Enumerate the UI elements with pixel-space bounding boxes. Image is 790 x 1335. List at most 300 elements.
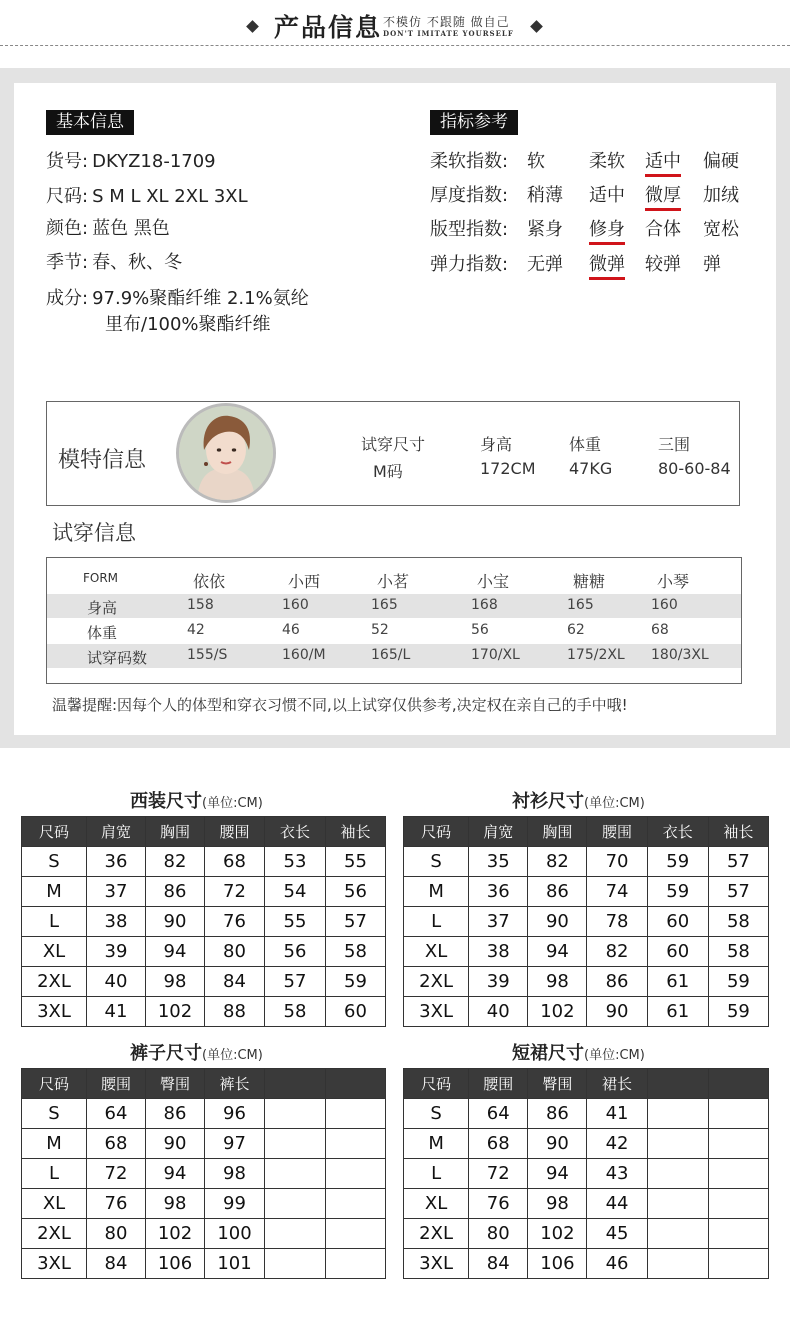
size-cell: 106 bbox=[146, 1249, 205, 1279]
indicator-row bbox=[430, 147, 750, 177]
size-cell: 57 bbox=[708, 877, 768, 907]
size-cell: 40 bbox=[469, 997, 528, 1027]
size-cell: 58 bbox=[265, 997, 326, 1027]
header-divider bbox=[0, 45, 790, 46]
size-header-cell: 肩宽 bbox=[469, 817, 528, 847]
size-cell bbox=[265, 1219, 326, 1249]
size-cell: 84 bbox=[469, 1249, 528, 1279]
size-cell: 90 bbox=[146, 907, 205, 937]
size-cell: 58 bbox=[326, 937, 386, 967]
size-cell: 55 bbox=[326, 847, 386, 877]
model-field-value: 172CM bbox=[480, 459, 536, 478]
trial-info-title: 试穿信息 bbox=[52, 521, 136, 545]
trial-cell: 42 bbox=[187, 622, 205, 638]
size-cell: 40 bbox=[87, 967, 146, 997]
size-cell: 59 bbox=[708, 967, 768, 997]
indicator-option: 软 bbox=[527, 151, 545, 172]
size-cell: 60 bbox=[647, 907, 708, 937]
size-cell: 72 bbox=[205, 877, 265, 907]
size-cell: 72 bbox=[469, 1159, 528, 1189]
size-cell: 82 bbox=[528, 847, 587, 877]
size-cell bbox=[647, 1159, 708, 1189]
size-cell: 86 bbox=[587, 967, 647, 997]
indicator-row bbox=[430, 215, 750, 245]
size-header-cell: 肩宽 bbox=[87, 817, 146, 847]
size-row bbox=[22, 937, 386, 967]
trial-cell: 165 bbox=[371, 597, 398, 613]
basic-label: 货号: bbox=[46, 151, 89, 172]
trial-cell: 62 bbox=[567, 622, 585, 638]
size-header-row bbox=[404, 817, 769, 847]
indicator-option: 合体 bbox=[645, 219, 681, 240]
indicator-option: 宽松 bbox=[703, 219, 739, 240]
size-cell: 102 bbox=[146, 997, 205, 1027]
size-cell: 3XL bbox=[22, 997, 87, 1027]
size-cell bbox=[708, 1189, 768, 1219]
size-cell: 59 bbox=[326, 967, 386, 997]
trial-header-cell: 小西 bbox=[288, 572, 321, 591]
size-cell: 57 bbox=[326, 907, 386, 937]
basic-label: 颜色: bbox=[46, 218, 89, 239]
size-cell: 90 bbox=[587, 997, 647, 1027]
size-cell bbox=[326, 1099, 386, 1129]
size-cell: 68 bbox=[87, 1129, 146, 1159]
basic-value: 97.9%聚酯纤维 2.1%氨纶 bbox=[92, 288, 309, 309]
size-cell: 41 bbox=[87, 997, 146, 1027]
size-row bbox=[404, 997, 769, 1027]
basic-row-season bbox=[46, 248, 182, 274]
size-header-row bbox=[22, 817, 386, 847]
size-cell: 74 bbox=[587, 877, 647, 907]
size-cell: XL bbox=[22, 937, 87, 967]
size-cell: 43 bbox=[587, 1159, 647, 1189]
slogan-en: DON'T IMITATE YOURSELF bbox=[383, 29, 514, 38]
size-cell bbox=[647, 1219, 708, 1249]
left-diamond-icon bbox=[246, 20, 259, 33]
model-field-height bbox=[480, 432, 536, 478]
size-cell bbox=[708, 1159, 768, 1189]
size-cell bbox=[708, 1249, 768, 1279]
basic-label: 季节: bbox=[46, 252, 89, 273]
size-row bbox=[404, 967, 769, 997]
size-row bbox=[22, 1129, 386, 1159]
size-cell: 94 bbox=[528, 1159, 587, 1189]
trial-row bbox=[47, 619, 741, 643]
size-cell: 39 bbox=[87, 937, 146, 967]
size-header-cell: 胸围 bbox=[146, 817, 205, 847]
size-header-cell: 腰围 bbox=[587, 817, 647, 847]
size-cell: 59 bbox=[647, 847, 708, 877]
model-field-value: 80-60-84 bbox=[658, 459, 731, 478]
size-cell: L bbox=[22, 1159, 87, 1189]
model-portrait-icon bbox=[179, 406, 273, 500]
indicator-option-selected: 修身 bbox=[589, 215, 625, 245]
size-row bbox=[22, 1219, 386, 1249]
size-row bbox=[404, 1159, 769, 1189]
size-cell: XL bbox=[404, 937, 469, 967]
size-cell: 2XL bbox=[22, 967, 87, 997]
size-table-unit: (单位:CM) bbox=[584, 796, 645, 811]
size-cell bbox=[647, 1099, 708, 1129]
size-cell: 80 bbox=[469, 1219, 528, 1249]
trial-cell: 158 bbox=[187, 597, 214, 613]
size-row bbox=[22, 967, 386, 997]
model-avatar bbox=[176, 403, 276, 503]
size-cell: 86 bbox=[146, 877, 205, 907]
size-row bbox=[404, 847, 769, 877]
size-row bbox=[22, 1249, 386, 1279]
size-cell: 98 bbox=[528, 967, 587, 997]
size-cell bbox=[326, 1249, 386, 1279]
size-cell: 60 bbox=[647, 937, 708, 967]
size-cell bbox=[326, 1159, 386, 1189]
size-cell: 36 bbox=[469, 877, 528, 907]
size-cell bbox=[708, 1219, 768, 1249]
size-cell bbox=[708, 1129, 768, 1159]
size-cell: 58 bbox=[708, 907, 768, 937]
indicator-option: 稍薄 bbox=[527, 185, 563, 206]
size-cell: 102 bbox=[528, 1219, 587, 1249]
size-cell: 101 bbox=[205, 1249, 265, 1279]
size-header-cell: 腰围 bbox=[469, 1069, 528, 1099]
indicator-option: 偏硬 bbox=[703, 151, 739, 172]
size-cell: 53 bbox=[265, 847, 326, 877]
size-table-title: 西装尺寸 bbox=[130, 791, 202, 812]
size-header-row bbox=[404, 1069, 769, 1099]
size-cell bbox=[647, 1129, 708, 1159]
size-header-cell: 臀围 bbox=[146, 1069, 205, 1099]
size-cell bbox=[647, 1249, 708, 1279]
trial-row bbox=[47, 594, 741, 618]
size-cell: 38 bbox=[469, 937, 528, 967]
indicator-option-selected: 微弹 bbox=[589, 250, 625, 280]
trial-cell: 68 bbox=[651, 622, 669, 638]
size-cell: 90 bbox=[528, 907, 587, 937]
size-cell: L bbox=[404, 1159, 469, 1189]
indicator-row bbox=[430, 250, 750, 280]
size-cell bbox=[265, 1159, 326, 1189]
size-cell: L bbox=[404, 907, 469, 937]
size-table bbox=[21, 816, 386, 1027]
trial-cell: 160/M bbox=[282, 647, 326, 663]
size-cell: 37 bbox=[469, 907, 528, 937]
size-cell bbox=[265, 1099, 326, 1129]
size-cell: XL bbox=[22, 1189, 87, 1219]
trial-row-label: 身高 bbox=[87, 599, 118, 617]
trial-row bbox=[47, 644, 741, 668]
size-cell: 86 bbox=[528, 1099, 587, 1129]
size-cell: 98 bbox=[146, 967, 205, 997]
model-field-name: 试穿尺寸 bbox=[361, 435, 426, 454]
size-header-cell bbox=[265, 1069, 326, 1099]
size-cell: 54 bbox=[265, 877, 326, 907]
model-field-name: 体重 bbox=[569, 435, 602, 454]
trial-cell: 160 bbox=[651, 597, 678, 613]
size-cell: 56 bbox=[265, 937, 326, 967]
size-header-cell: 衣长 bbox=[647, 817, 708, 847]
suit-size-title bbox=[130, 787, 263, 813]
indicator-option-selected: 适中 bbox=[645, 147, 681, 177]
size-header-cell: 腰围 bbox=[205, 817, 265, 847]
size-cell: 42 bbox=[587, 1129, 647, 1159]
size-cell: 80 bbox=[205, 937, 265, 967]
size-header-cell: 腰围 bbox=[87, 1069, 146, 1099]
size-cell: 82 bbox=[146, 847, 205, 877]
size-cell: 94 bbox=[528, 937, 587, 967]
trial-cell: 160 bbox=[282, 597, 309, 613]
size-cell: 96 bbox=[205, 1099, 265, 1129]
model-field-measurements bbox=[658, 432, 731, 478]
size-header-cell bbox=[647, 1069, 708, 1099]
size-header-cell: 尺码 bbox=[22, 1069, 87, 1099]
skirt-size-title bbox=[512, 1039, 645, 1065]
size-row bbox=[22, 847, 386, 877]
size-header-cell: 袖长 bbox=[326, 817, 386, 847]
size-row bbox=[404, 937, 769, 967]
size-cell: 102 bbox=[528, 997, 587, 1027]
size-cell: S bbox=[404, 1099, 469, 1129]
size-cell: 39 bbox=[469, 967, 528, 997]
size-row bbox=[22, 907, 386, 937]
size-row bbox=[404, 1189, 769, 1219]
trial-note: 温馨提醒:因每个人的体型和穿衣习惯不同,以上试穿仅供参考,决定权在亲自己的手中哦! bbox=[52, 696, 628, 714]
size-cell: 76 bbox=[87, 1189, 146, 1219]
basic-label: 尺码: bbox=[46, 186, 89, 207]
trial-header-cell: 依依 bbox=[193, 572, 226, 591]
size-cell: M bbox=[404, 1129, 469, 1159]
size-cell bbox=[326, 1189, 386, 1219]
size-cell: 64 bbox=[87, 1099, 146, 1129]
size-cell: L bbox=[22, 907, 87, 937]
trial-cell: 175/2XL bbox=[567, 647, 625, 663]
size-header-cell: 袖长 bbox=[708, 817, 768, 847]
size-cell: 3XL bbox=[404, 997, 469, 1027]
size-cell bbox=[265, 1129, 326, 1159]
model-field-value: 47KG bbox=[569, 459, 613, 478]
size-header-cell: 裙长 bbox=[587, 1069, 647, 1099]
indicator-option-selected: 微厚 bbox=[645, 181, 681, 211]
trial-cell: 46 bbox=[282, 622, 300, 638]
size-cell bbox=[708, 1099, 768, 1129]
size-row bbox=[22, 997, 386, 1027]
basic-value: 蓝色 黑色 bbox=[92, 218, 170, 239]
size-cell: M bbox=[404, 877, 469, 907]
size-cell: 37 bbox=[87, 877, 146, 907]
trial-header-cell: 小琴 bbox=[657, 572, 690, 591]
size-cell: 78 bbox=[587, 907, 647, 937]
basic-value: S M L XL 2XL 3XL bbox=[92, 186, 248, 207]
size-cell: 84 bbox=[205, 967, 265, 997]
size-header-cell: 尺码 bbox=[404, 817, 469, 847]
size-cell: 106 bbox=[528, 1249, 587, 1279]
size-cell: 70 bbox=[587, 847, 647, 877]
size-cell: 76 bbox=[205, 907, 265, 937]
size-table-unit: (单位:CM) bbox=[202, 1048, 263, 1063]
trial-header-cell: FORM bbox=[83, 571, 119, 585]
model-field-name: 身高 bbox=[480, 435, 513, 454]
size-cell: 98 bbox=[205, 1159, 265, 1189]
size-row bbox=[22, 877, 386, 907]
size-cell: 44 bbox=[587, 1189, 647, 1219]
trial-cell: 180/3XL bbox=[651, 647, 709, 663]
size-cell: 2XL bbox=[404, 967, 469, 997]
indicator-option: 加绒 bbox=[703, 185, 739, 206]
size-table-unit: (单位:CM) bbox=[584, 1048, 645, 1063]
size-cell: 36 bbox=[87, 847, 146, 877]
right-diamond-icon bbox=[530, 20, 543, 33]
size-cell: 64 bbox=[469, 1099, 528, 1129]
size-header-row bbox=[22, 1069, 386, 1099]
size-row bbox=[22, 1159, 386, 1189]
size-row bbox=[404, 1219, 769, 1249]
indicator-option: 适中 bbox=[589, 185, 625, 206]
slogan: 不模仿 不跟随 做自己 bbox=[383, 15, 510, 29]
size-cell: XL bbox=[404, 1189, 469, 1219]
size-header-cell: 臀围 bbox=[528, 1069, 587, 1099]
basic-value: DKYZ18-1709 bbox=[92, 151, 216, 172]
basic-row-material-lining: 里布/100%聚酯纤维 bbox=[105, 314, 271, 335]
size-cell: 82 bbox=[587, 937, 647, 967]
basic-row-color bbox=[46, 214, 170, 240]
trial-cell: 56 bbox=[471, 622, 489, 638]
size-cell: 61 bbox=[647, 967, 708, 997]
size-header-cell bbox=[326, 1069, 386, 1099]
basic-value: 春、秋、冬 bbox=[92, 252, 183, 273]
size-cell: 84 bbox=[87, 1249, 146, 1279]
size-cell: 80 bbox=[87, 1219, 146, 1249]
size-row bbox=[404, 907, 769, 937]
size-cell: 60 bbox=[326, 997, 386, 1027]
trial-header-cell: 糖糖 bbox=[573, 572, 606, 591]
basic-row-size bbox=[46, 182, 248, 208]
indicator-option: 较弹 bbox=[645, 254, 681, 275]
size-cell: 41 bbox=[587, 1099, 647, 1129]
size-table bbox=[403, 816, 769, 1027]
trial-table bbox=[46, 557, 742, 684]
size-cell: 99 bbox=[205, 1189, 265, 1219]
size-cell: 59 bbox=[647, 877, 708, 907]
size-header-cell: 裤长 bbox=[205, 1069, 265, 1099]
size-cell: 38 bbox=[87, 907, 146, 937]
size-cell bbox=[326, 1129, 386, 1159]
size-cell: 55 bbox=[265, 907, 326, 937]
size-row bbox=[22, 1099, 386, 1129]
size-header-cell bbox=[708, 1069, 768, 1099]
size-table-title: 短裙尺寸 bbox=[512, 1043, 584, 1064]
size-cell: 46 bbox=[587, 1249, 647, 1279]
size-table-title: 裤子尺寸 bbox=[130, 1043, 202, 1064]
size-cell: 61 bbox=[647, 997, 708, 1027]
size-cell: 88 bbox=[205, 997, 265, 1027]
indicator-option: 无弹 bbox=[527, 254, 563, 275]
size-cell: M bbox=[22, 877, 87, 907]
size-cell: 3XL bbox=[404, 1249, 469, 1279]
pants-size-title bbox=[130, 1039, 263, 1065]
model-field-value: M码 bbox=[373, 462, 403, 481]
size-cell: 2XL bbox=[404, 1219, 469, 1249]
trial-row-label: 试穿码数 bbox=[87, 649, 148, 667]
trial-cell: 165/L bbox=[371, 647, 411, 663]
indicator-row bbox=[430, 181, 750, 211]
size-cell: 94 bbox=[146, 937, 205, 967]
basic-row-sku bbox=[46, 147, 216, 173]
size-row bbox=[404, 1249, 769, 1279]
size-cell bbox=[326, 1219, 386, 1249]
size-cell: 94 bbox=[146, 1159, 205, 1189]
page-title: 产品信息 bbox=[274, 13, 383, 42]
size-row bbox=[22, 1189, 386, 1219]
model-field-name: 三围 bbox=[658, 435, 691, 454]
size-table bbox=[21, 1068, 386, 1279]
size-cell: 72 bbox=[87, 1159, 146, 1189]
size-row bbox=[404, 1099, 769, 1129]
size-cell: 2XL bbox=[22, 1219, 87, 1249]
model-field-trial-size bbox=[361, 432, 425, 482]
size-cell: 58 bbox=[708, 937, 768, 967]
trial-header-row bbox=[47, 566, 741, 590]
size-cell: 86 bbox=[146, 1099, 205, 1129]
size-cell: 97 bbox=[205, 1129, 265, 1159]
size-cell: 68 bbox=[205, 847, 265, 877]
shirt-size-title bbox=[512, 787, 645, 813]
size-cell: 98 bbox=[528, 1189, 587, 1219]
indicator-label: 版型指数: bbox=[430, 219, 509, 240]
trial-cell: 170/XL bbox=[471, 647, 520, 663]
size-cell: 98 bbox=[146, 1189, 205, 1219]
size-cell: S bbox=[404, 847, 469, 877]
size-cell: 76 bbox=[469, 1189, 528, 1219]
size-table bbox=[403, 1068, 769, 1279]
trial-header-cell: 小宝 bbox=[477, 572, 510, 591]
size-cell: 68 bbox=[469, 1129, 528, 1159]
size-cell: 56 bbox=[326, 877, 386, 907]
indicator-option: 柔软 bbox=[589, 151, 625, 172]
basic-info-tag: 基本信息 bbox=[46, 110, 134, 135]
size-cell: 45 bbox=[587, 1219, 647, 1249]
size-header-cell: 胸围 bbox=[528, 817, 587, 847]
size-header-cell: 尺码 bbox=[22, 817, 87, 847]
trial-cell: 168 bbox=[471, 597, 498, 613]
size-cell: 57 bbox=[708, 847, 768, 877]
basic-row-material bbox=[46, 284, 309, 310]
indicator-option: 弹 bbox=[703, 254, 721, 275]
indicator-option: 紧身 bbox=[527, 219, 563, 240]
size-header-cell: 尺码 bbox=[404, 1069, 469, 1099]
indicators-tag: 指标参考 bbox=[430, 110, 518, 135]
indicator-label: 柔软指数: bbox=[430, 151, 509, 172]
indicator-label: 弹力指数: bbox=[430, 254, 509, 275]
size-cell: 86 bbox=[528, 877, 587, 907]
size-cell: 102 bbox=[146, 1219, 205, 1249]
size-cell: S bbox=[22, 1099, 87, 1129]
size-cell bbox=[265, 1249, 326, 1279]
size-cell: 3XL bbox=[22, 1249, 87, 1279]
trial-cell: 165 bbox=[567, 597, 594, 613]
size-row bbox=[404, 877, 769, 907]
size-header-cell: 衣长 bbox=[265, 817, 326, 847]
size-table-unit: (单位:CM) bbox=[202, 796, 263, 811]
size-table-title: 衬衫尺寸 bbox=[512, 791, 584, 812]
indicator-label: 厚度指数: bbox=[430, 185, 509, 206]
size-cell: 100 bbox=[205, 1219, 265, 1249]
trial-header-cell: 小茗 bbox=[377, 572, 410, 591]
size-cell bbox=[265, 1189, 326, 1219]
trial-row-label: 体重 bbox=[87, 624, 118, 642]
trial-cell: 155/S bbox=[187, 647, 228, 663]
size-row bbox=[404, 1129, 769, 1159]
size-cell: M bbox=[22, 1129, 87, 1159]
size-cell bbox=[647, 1189, 708, 1219]
